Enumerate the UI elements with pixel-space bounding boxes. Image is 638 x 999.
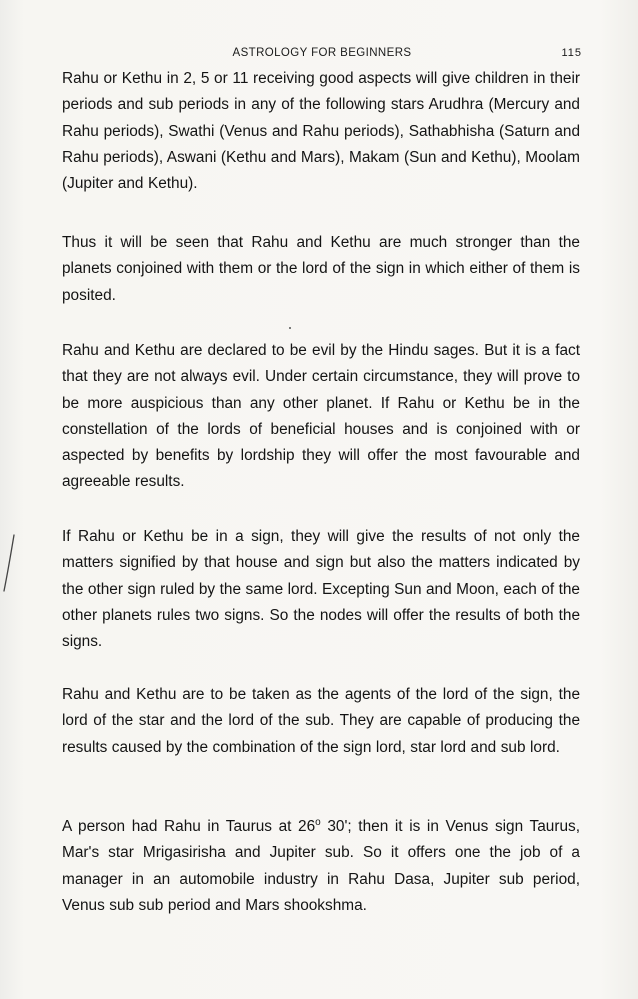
paragraph-nodes-in-sign: If Rahu or Kethu be in a sign, they will give the results of not only the matters signified by that house and sign but also the matters indicated by the other sign ruled by the same lord. Excepting Sun and Moon, each of the other planets rules two signs. So the nodes will offer the results of both the signs. [62, 528, 580, 651]
paragraph-rahu-in-taurus-example [62, 814, 580, 919]
paragraph-nodes-stronger: Thus it will be seen that Rahu and Kethu are much stronger than the planets conjoined with them or the lord of the sign in which either of them is posited. [62, 234, 580, 304]
paragraph-nodes-as-agents: Rahu and Kethu are to be taken as the agents of the lord of the sign, the lord of the star and the lord of the sub. They are capable of producing the results caused by the combination of the sign lord, star lord and sub lord. [62, 686, 580, 756]
running-header [62, 47, 582, 63]
example-text-after: 30'; then it is in Venus sign Taurus, Mar's star Mrigasirisha and Jupiter sub. So it offers one the job of a manager in an automobile industry in Rahu Dasa, Jupiter sub period, Venus sub sub period and Mars shookshma. [62, 818, 580, 914]
degree-sign: o [315, 816, 321, 828]
print-speck [289, 327, 291, 329]
example-text-before: A person had Rahu in Taurus at 26 [62, 818, 316, 835]
paragraph-nodes-not-always-evil: Rahu and Kethu are declared to be evil by the Hindu sages. But it is a fact that they are not always evil. Under certain circumstance, they will prove to be more auspicious than any other planet. If Rahu or Kethu be in the constellation of the lords of beneficial houses and is conjoined with or aspected by benefits by lordship they will offer the most favourable and agreeable results. [62, 342, 580, 491]
page-number: 115 [561, 47, 582, 59]
margin-pencil-mark [0, 533, 20, 593]
header-title: ASTROLOGY FOR BEGINNERS [232, 47, 412, 59]
paragraph-rahu-kethu-children: Rahu or Kethu in 2, 5 or 11 receiving good aspects will give children in their periods and sub periods in any of the following stars Arudhra (Mercury and Rahu periods), Swathi (Venus and Rahu periods), Sathabhisha (Saturn and Rahu periods), Aswani (Kethu and Mars), Makam (Sun and Kethu), Moolam (Jupiter and Kethu). [62, 70, 580, 193]
